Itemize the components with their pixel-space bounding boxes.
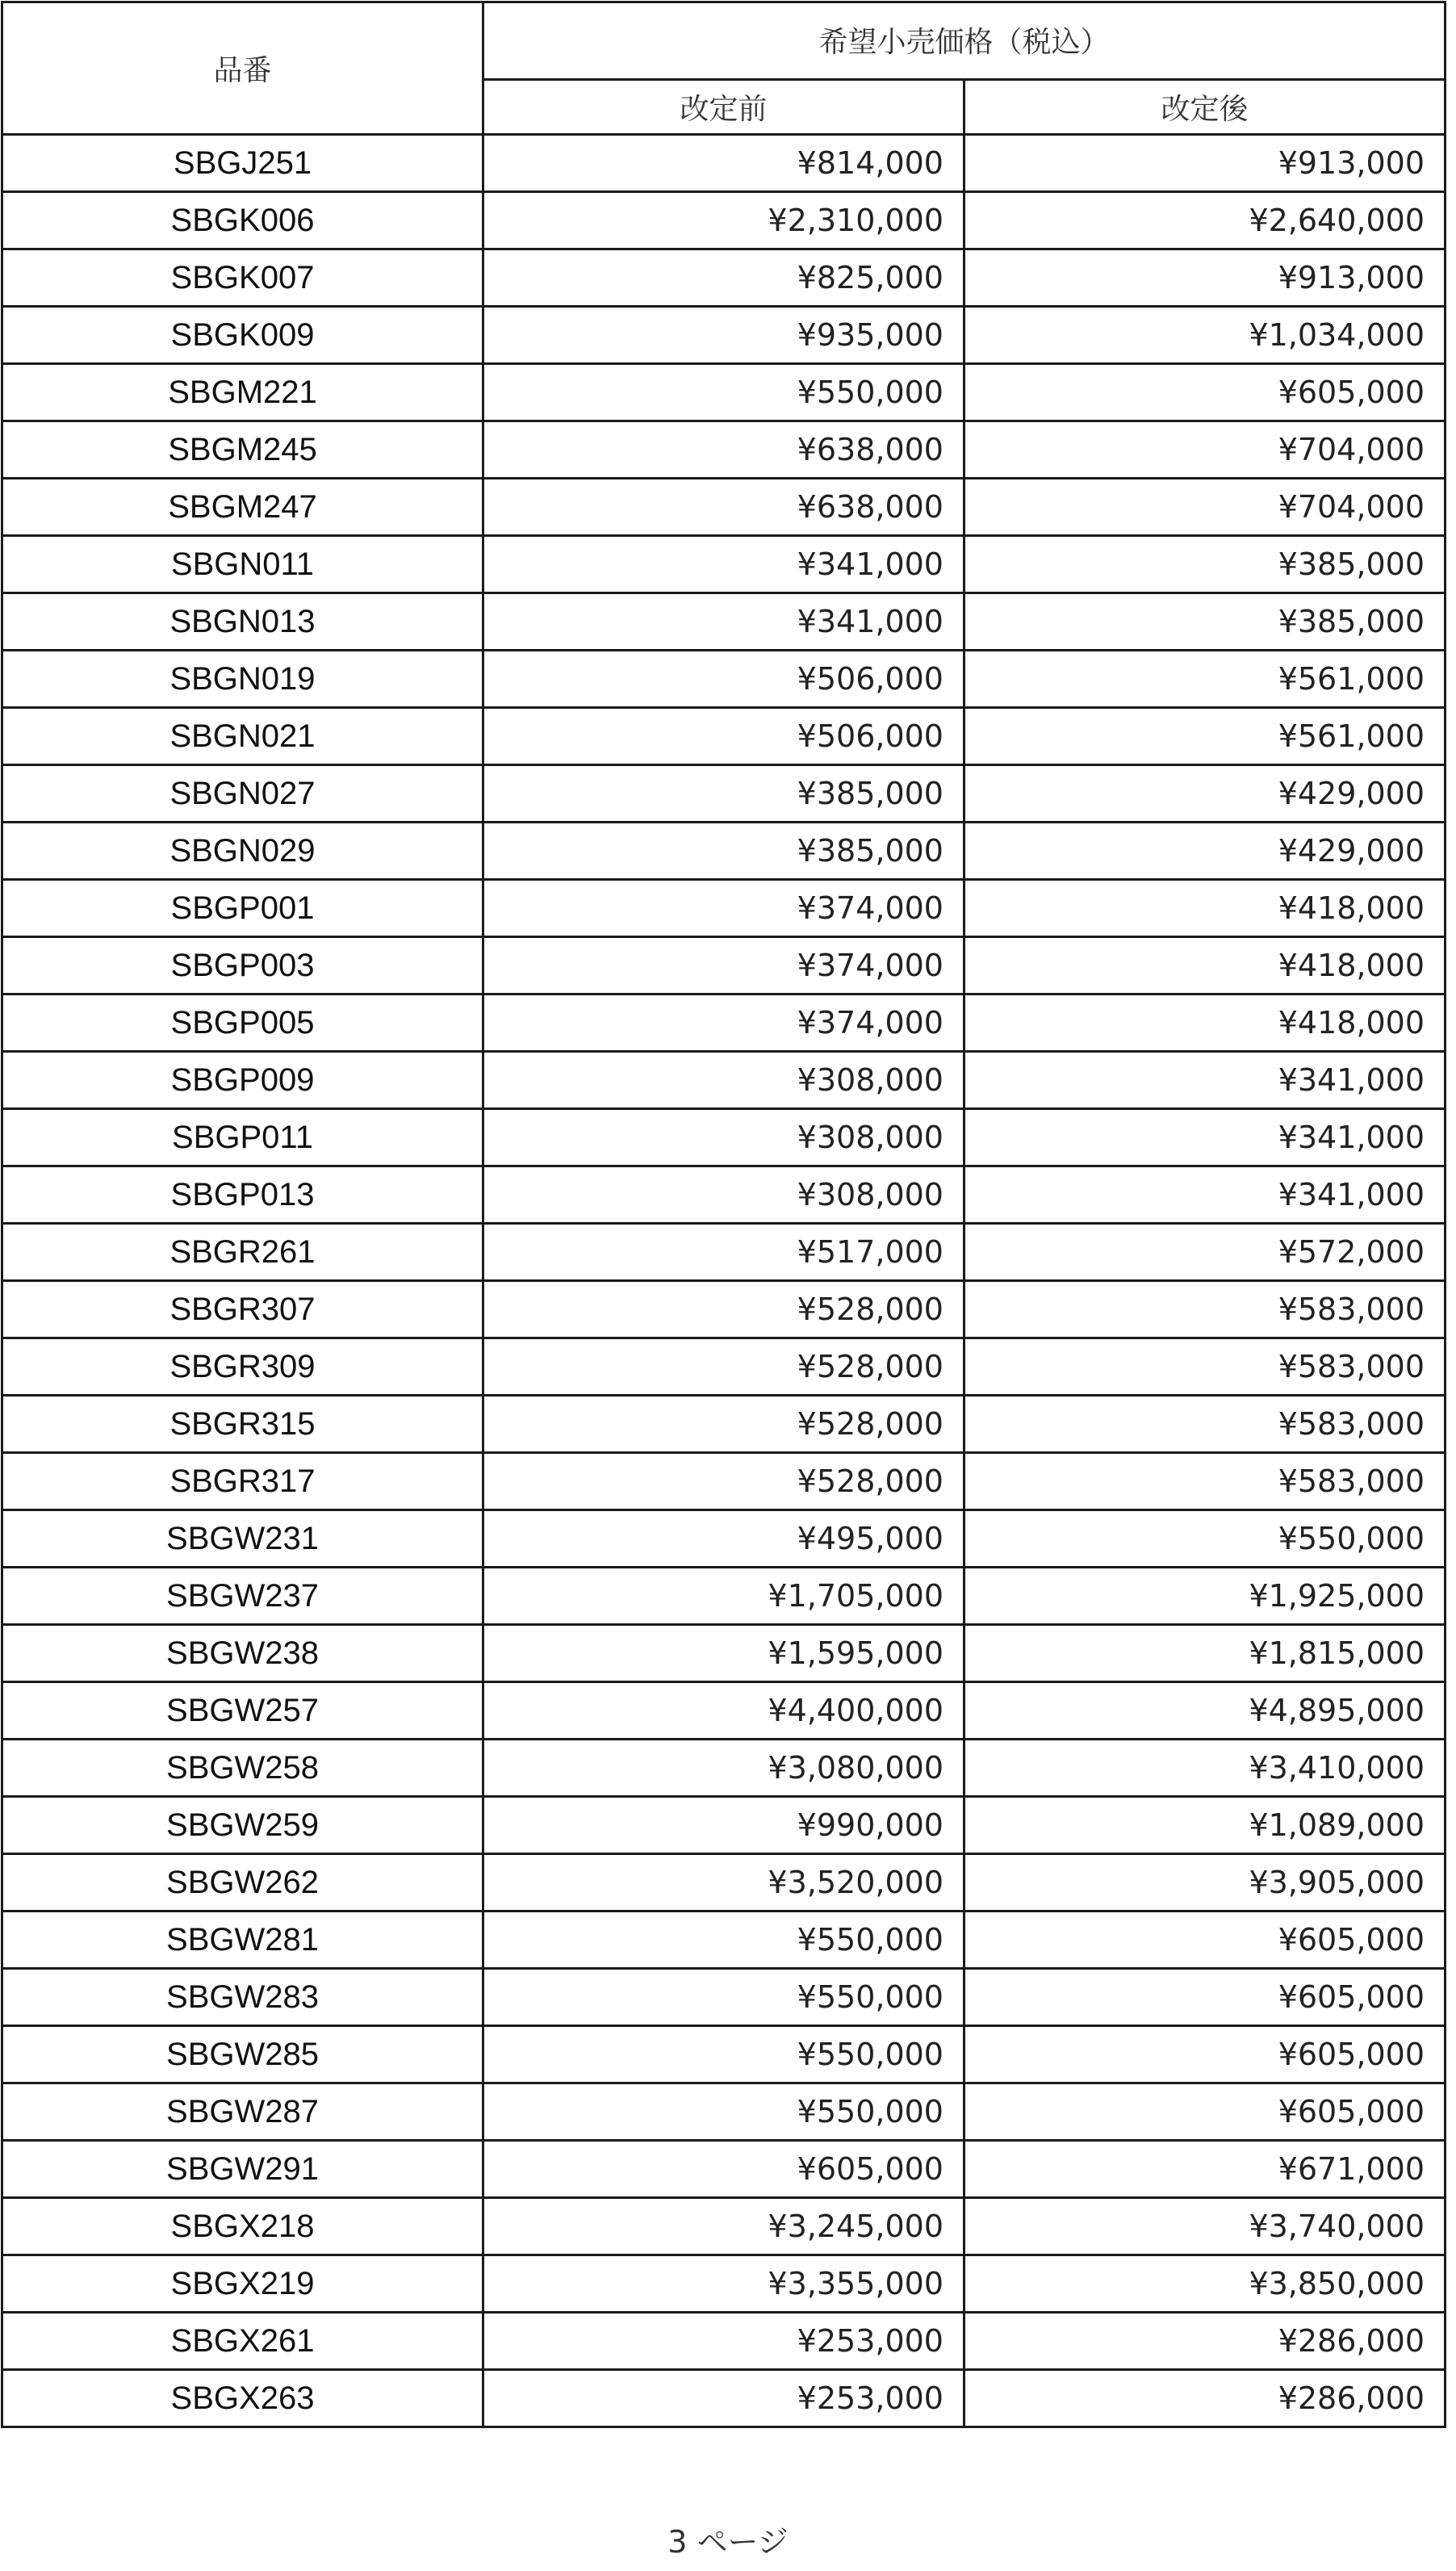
- cell-price-after: ¥583,000: [964, 1396, 1446, 1453]
- cell-price-after: ¥341,000: [964, 1052, 1446, 1109]
- price-revision-table: [1, 1, 1446, 2428]
- cell-model-number: SBGP013: [2, 1166, 483, 1224]
- table-row: [2, 765, 1446, 823]
- cell-model-number: SBGR309: [2, 1338, 483, 1396]
- table-row: [2, 1052, 1446, 1109]
- cell-model-number: SBGM245: [2, 421, 483, 479]
- cell-price-before: ¥308,000: [483, 1052, 964, 1109]
- cell-price-before: ¥374,000: [483, 880, 964, 937]
- cell-price-after: ¥385,000: [964, 593, 1446, 651]
- table-row: [2, 651, 1446, 708]
- cell-model-number: SBGN029: [2, 823, 483, 880]
- cell-price-before: ¥374,000: [483, 937, 964, 994]
- cell-model-number: SBGW287: [2, 2083, 483, 2141]
- cell-price-before: ¥3,355,000: [483, 2255, 964, 2313]
- table-row: [2, 593, 1446, 651]
- cell-price-before: ¥3,245,000: [483, 2198, 964, 2255]
- cell-price-before: ¥1,595,000: [483, 1625, 964, 1682]
- cell-model-number: SBGW291: [2, 2141, 483, 2198]
- cell-price-before: ¥341,000: [483, 593, 964, 651]
- cell-price-before: ¥550,000: [483, 1912, 964, 1969]
- cell-price-before: ¥528,000: [483, 1396, 964, 1453]
- cell-price-after: ¥341,000: [964, 1166, 1446, 1224]
- cell-model-number: SBGX218: [2, 2198, 483, 2255]
- table-row: [2, 2083, 1446, 2141]
- cell-price-before: ¥253,000: [483, 2370, 964, 2427]
- page-number: 3 ページ: [667, 2524, 789, 2560]
- cell-price-after: ¥913,000: [964, 135, 1446, 192]
- header-price-before: 改定前: [483, 80, 964, 135]
- cell-model-number: SBGK009: [2, 307, 483, 364]
- cell-price-before: ¥341,000: [483, 536, 964, 593]
- table-row: [2, 1510, 1446, 1568]
- table-row: [2, 364, 1446, 421]
- table-row: [2, 1912, 1446, 1969]
- table-row: [2, 1453, 1446, 1510]
- cell-price-before: ¥935,000: [483, 307, 964, 364]
- cell-model-number: SBGW231: [2, 1510, 483, 1568]
- cell-price-after: ¥1,925,000: [964, 1568, 1446, 1625]
- table-body: [2, 135, 1446, 2427]
- cell-price-after: ¥605,000: [964, 2026, 1446, 2083]
- table-row: [2, 307, 1446, 364]
- table-row: [2, 1224, 1446, 1281]
- cell-model-number: SBGR307: [2, 1281, 483, 1338]
- cell-price-before: ¥1,705,000: [483, 1568, 964, 1625]
- cell-model-number: SBGP005: [2, 994, 483, 1052]
- table-row: [2, 2198, 1446, 2255]
- table-row: [2, 708, 1446, 765]
- table-row: [2, 479, 1446, 536]
- cell-price-before: ¥638,000: [483, 421, 964, 479]
- cell-price-before: ¥528,000: [483, 1281, 964, 1338]
- cell-price-after: ¥550,000: [964, 1510, 1446, 1568]
- cell-price-before: ¥528,000: [483, 1338, 964, 1396]
- cell-model-number: SBGW285: [2, 2026, 483, 2083]
- cell-price-after: ¥2,640,000: [964, 192, 1446, 249]
- table-row: [2, 1338, 1446, 1396]
- cell-model-number: SBGR315: [2, 1396, 483, 1453]
- cell-price-before: ¥550,000: [483, 1969, 964, 2026]
- header-price-after: 改定後: [964, 80, 1446, 135]
- cell-price-after: ¥418,000: [964, 994, 1446, 1052]
- cell-model-number: SBGM221: [2, 364, 483, 421]
- table-row: [2, 192, 1446, 249]
- cell-price-after: ¥3,740,000: [964, 2198, 1446, 2255]
- cell-model-number: SBGW281: [2, 1912, 483, 1969]
- cell-model-number: SBGN027: [2, 765, 483, 823]
- cell-model-number: SBGP001: [2, 880, 483, 937]
- cell-model-number: SBGN013: [2, 593, 483, 651]
- cell-price-after: ¥583,000: [964, 1453, 1446, 1510]
- table-row: [2, 994, 1446, 1052]
- cell-price-before: ¥528,000: [483, 1453, 964, 1510]
- cell-price-after: ¥605,000: [964, 2083, 1446, 2141]
- cell-price-before: ¥2,310,000: [483, 192, 964, 249]
- table-row: [2, 421, 1446, 479]
- cell-price-after: ¥671,000: [964, 2141, 1446, 2198]
- cell-model-number: SBGX261: [2, 2313, 483, 2370]
- cell-price-after: ¥605,000: [964, 1969, 1446, 2026]
- cell-model-number: SBGN021: [2, 708, 483, 765]
- cell-price-before: ¥308,000: [483, 1166, 964, 1224]
- table-row: [2, 2255, 1446, 2313]
- table-row: [2, 1109, 1446, 1166]
- cell-price-after: ¥3,905,000: [964, 1854, 1446, 1912]
- cell-model-number: SBGP009: [2, 1052, 483, 1109]
- cell-price-before: ¥506,000: [483, 651, 964, 708]
- cell-price-after: ¥286,000: [964, 2313, 1446, 2370]
- table-row: [2, 1969, 1446, 2026]
- cell-model-number: SBGN011: [2, 536, 483, 593]
- table-row: [2, 823, 1446, 880]
- cell-price-after: ¥572,000: [964, 1224, 1446, 1281]
- cell-model-number: SBGR261: [2, 1224, 483, 1281]
- cell-price-before: ¥638,000: [483, 479, 964, 536]
- cell-price-before: ¥506,000: [483, 708, 964, 765]
- table-row: [2, 2370, 1446, 2427]
- table-row: [2, 1625, 1446, 1682]
- table-row: [2, 2313, 1446, 2370]
- table-row: [2, 1396, 1446, 1453]
- cell-price-after: ¥4,895,000: [964, 1682, 1446, 1740]
- cell-price-after: ¥341,000: [964, 1109, 1446, 1166]
- table-row: [2, 249, 1446, 307]
- cell-price-before: ¥517,000: [483, 1224, 964, 1281]
- cell-price-before: ¥550,000: [483, 2026, 964, 2083]
- cell-price-before: ¥605,000: [483, 2141, 964, 2198]
- cell-price-before: ¥495,000: [483, 1510, 964, 1568]
- cell-price-before: ¥385,000: [483, 823, 964, 880]
- cell-price-after: ¥286,000: [964, 2370, 1446, 2427]
- cell-price-after: ¥583,000: [964, 1338, 1446, 1396]
- cell-price-before: ¥814,000: [483, 135, 964, 192]
- cell-model-number: SBGJ251: [2, 135, 483, 192]
- header-retail-price-group: 希望小売価格（税込）: [483, 2, 1446, 80]
- cell-price-before: ¥990,000: [483, 1797, 964, 1854]
- cell-model-number: SBGP003: [2, 937, 483, 994]
- cell-price-after: ¥418,000: [964, 937, 1446, 994]
- cell-model-number: SBGN019: [2, 651, 483, 708]
- cell-price-after: ¥418,000: [964, 880, 1446, 937]
- table-row: [2, 1740, 1446, 1797]
- cell-price-after: ¥704,000: [964, 479, 1446, 536]
- cell-price-after: ¥704,000: [964, 421, 1446, 479]
- table-row: [2, 536, 1446, 593]
- table-row: [2, 1682, 1446, 1740]
- cell-price-after: ¥605,000: [964, 364, 1446, 421]
- cell-price-before: ¥385,000: [483, 765, 964, 823]
- cell-price-after: ¥1,034,000: [964, 307, 1446, 364]
- table-row: [2, 937, 1446, 994]
- table-row: [2, 1166, 1446, 1224]
- cell-model-number: SBGR317: [2, 1453, 483, 1510]
- cell-price-after: ¥583,000: [964, 1281, 1446, 1338]
- cell-price-before: ¥550,000: [483, 364, 964, 421]
- cell-model-number: SBGK007: [2, 249, 483, 307]
- cell-price-after: ¥1,815,000: [964, 1625, 1446, 1682]
- cell-price-before: ¥3,080,000: [483, 1740, 964, 1797]
- cell-price-after: ¥3,850,000: [964, 2255, 1446, 2313]
- cell-price-after: ¥429,000: [964, 823, 1446, 880]
- table-row: [2, 1568, 1446, 1625]
- cell-price-before: ¥825,000: [483, 249, 964, 307]
- cell-model-number: SBGW283: [2, 1969, 483, 2026]
- cell-price-after: ¥3,410,000: [964, 1740, 1446, 1797]
- cell-price-before: ¥550,000: [483, 2083, 964, 2141]
- header-row-group: [2, 2, 1446, 80]
- cell-price-after: ¥385,000: [964, 536, 1446, 593]
- table-row: [2, 1797, 1446, 1854]
- cell-price-before: ¥4,400,000: [483, 1682, 964, 1740]
- cell-model-number: SBGW262: [2, 1854, 483, 1912]
- table-row: [2, 135, 1446, 192]
- cell-model-number: SBGK006: [2, 192, 483, 249]
- cell-model-number: SBGW237: [2, 1568, 483, 1625]
- cell-model-number: SBGP011: [2, 1109, 483, 1166]
- cell-price-before: ¥374,000: [483, 994, 964, 1052]
- cell-price-after: ¥429,000: [964, 765, 1446, 823]
- cell-price-after: ¥561,000: [964, 708, 1446, 765]
- cell-model-number: SBGW259: [2, 1797, 483, 1854]
- header-model-number: 品番: [2, 2, 483, 135]
- cell-price-before: ¥253,000: [483, 2313, 964, 2370]
- cell-model-number: SBGW238: [2, 1625, 483, 1682]
- table-row: [2, 880, 1446, 937]
- cell-model-number: SBGW257: [2, 1682, 483, 1740]
- table-row: [2, 2026, 1446, 2083]
- cell-model-number: SBGX219: [2, 2255, 483, 2313]
- cell-model-number: SBGM247: [2, 479, 483, 536]
- cell-model-number: SBGW258: [2, 1740, 483, 1797]
- table-row: [2, 1281, 1446, 1338]
- cell-model-number: SBGX263: [2, 2370, 483, 2427]
- cell-price-after: ¥1,089,000: [964, 1797, 1446, 1854]
- cell-price-after: ¥913,000: [964, 249, 1446, 307]
- cell-price-after: ¥605,000: [964, 1912, 1446, 1969]
- cell-price-after: ¥561,000: [964, 651, 1446, 708]
- cell-price-before: ¥308,000: [483, 1109, 964, 1166]
- cell-price-before: ¥3,520,000: [483, 1854, 964, 1912]
- table-row: [2, 2141, 1446, 2198]
- table-row: [2, 1854, 1446, 1912]
